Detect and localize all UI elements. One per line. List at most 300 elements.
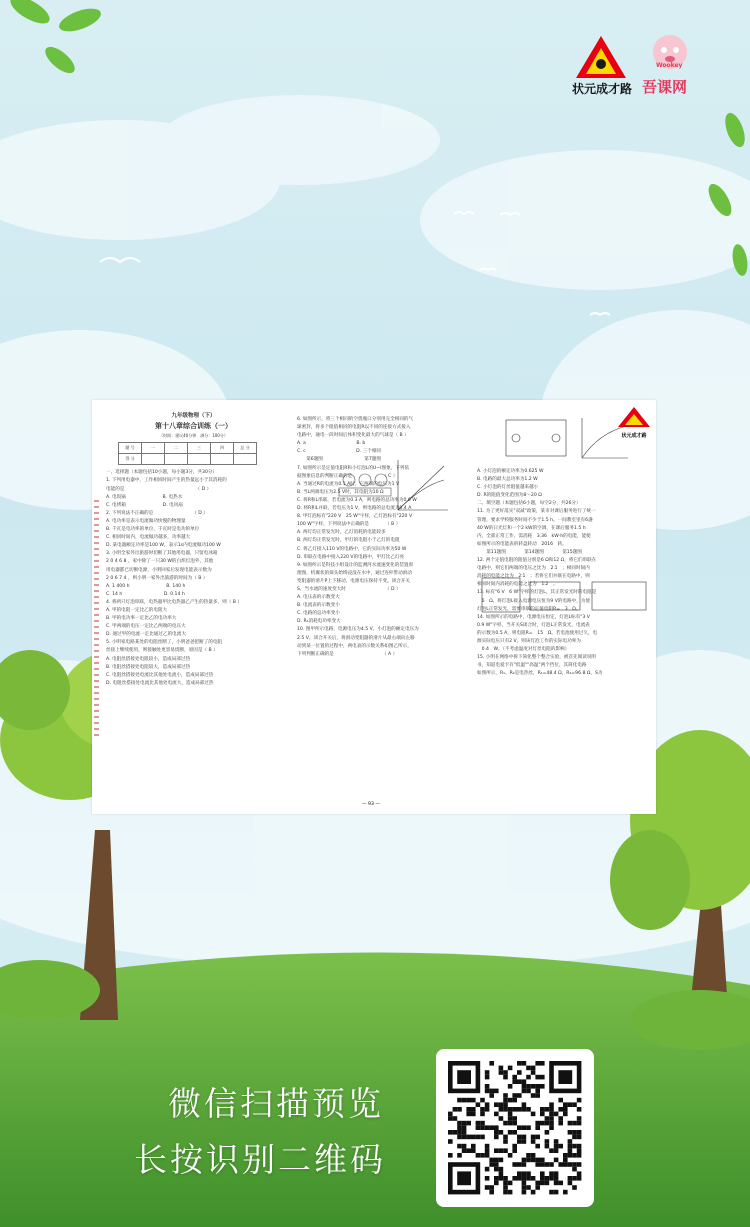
qr-module <box>462 1144 467 1149</box>
question-line: 4. 将两只灯泡串联，电热器甲比电热器乙产生的热量多，则（ B ） <box>106 599 242 605</box>
qr-module <box>545 1130 550 1135</box>
qr-module <box>485 1084 490 1089</box>
question-line: 据图象信息的判断正确的是 （ C ） <box>297 473 398 479</box>
qr-module <box>457 1153 462 1158</box>
qr-module <box>462 1135 467 1140</box>
qr-module <box>568 1148 573 1153</box>
question-line: 12. 两个定值电阻的阻值分别是6 Ω和12 Ω，将它们串联在 <box>477 558 597 564</box>
qr-module <box>545 1139 550 1144</box>
question-line: 2.5 V。闭合开关后，将滑动变阻器的滑片从最右端向左移 <box>297 635 415 641</box>
qr-module <box>517 1061 522 1066</box>
qr-module <box>531 1066 536 1071</box>
qr-module <box>563 1102 568 1107</box>
qr-module <box>471 1148 476 1153</box>
question-line: B. 电路的最大总功率为1.2 W <box>477 477 538 483</box>
qr-module <box>577 1162 582 1167</box>
qr-module <box>499 1107 504 1112</box>
qr-module <box>494 1176 499 1181</box>
qr-module <box>457 1098 462 1103</box>
qr-module <box>499 1176 504 1181</box>
qr-module <box>577 1135 582 1140</box>
score-cell: 三 <box>188 443 211 454</box>
qr-module <box>568 1130 573 1135</box>
question-line: 电路中，通电一段时间后体积变化最大的气球是（ B ） <box>297 433 409 439</box>
qr-module <box>558 1144 563 1149</box>
qr-module <box>480 1121 485 1126</box>
qr-module <box>545 1181 550 1186</box>
qr-module <box>508 1121 513 1126</box>
qr-module <box>522 1089 527 1094</box>
qr-module <box>499 1116 504 1121</box>
qr-module <box>522 1135 527 1140</box>
qr-module <box>540 1075 545 1080</box>
question-line: C. 相同时间内，电流做功越多，功率越大 <box>106 535 191 541</box>
qr-module <box>517 1125 522 1130</box>
qr-module <box>485 1070 490 1075</box>
qr-module <box>512 1176 517 1181</box>
qr-module <box>503 1135 508 1140</box>
question-line: B. 千瓦是电功率的单位，千瓦时是电功的单位 <box>106 527 200 533</box>
qr-module <box>508 1116 513 1121</box>
qr-module <box>476 1121 481 1126</box>
qr-module <box>503 1070 508 1075</box>
qr-module <box>512 1148 517 1153</box>
qr-module <box>503 1102 508 1107</box>
question-line: B. 当L两端电压为2.5 V时，其电阻为10 Ω <box>297 489 384 495</box>
question-line: D. 电阻丝搭接处电流比其他处电流大，造成局部过热 <box>106 680 214 686</box>
qr-finder <box>457 1070 471 1084</box>
qr-module <box>572 1153 577 1158</box>
qr-module <box>526 1066 531 1071</box>
qr-module <box>499 1070 504 1075</box>
qr-module <box>476 1102 481 1107</box>
qr-module <box>535 1121 540 1126</box>
qr-module <box>563 1112 568 1117</box>
qr-code[interactable] <box>436 1049 594 1207</box>
qr-module <box>494 1089 499 1094</box>
qr-module <box>554 1176 559 1181</box>
qr-module <box>549 1176 554 1181</box>
qr-module <box>489 1089 494 1094</box>
question-line: 灯泡L正常发光，需要串联的定值电阻R= 3 Ω。 <box>477 606 581 612</box>
qr-module <box>489 1093 494 1098</box>
qr-module <box>558 1116 563 1121</box>
qr-module <box>462 1130 467 1135</box>
qr-module <box>485 1176 490 1181</box>
qr-module <box>508 1084 513 1089</box>
qr-module <box>503 1190 508 1195</box>
question-line: 下列判断正确的是 （ A ） <box>297 651 398 657</box>
question-line: A. 电功率是表示电流做功快慢的物理量 <box>106 518 186 524</box>
qr-module <box>540 1112 545 1117</box>
qr-module <box>476 1153 481 1158</box>
qr-module <box>503 1185 508 1190</box>
qr-module <box>558 1121 563 1126</box>
question-line: A. 甲的电阻一定比乙的电阻大 <box>106 607 168 613</box>
qr-module <box>485 1153 490 1158</box>
qr-module <box>577 1153 582 1158</box>
qr-module <box>531 1070 536 1075</box>
qr-module <box>540 1121 545 1126</box>
question-line: A. a B. b <box>297 441 366 447</box>
logo2-sub: Wookey <box>656 62 683 69</box>
qr-module <box>540 1061 545 1066</box>
qr-module <box>471 1144 476 1149</box>
qr-module <box>512 1144 517 1149</box>
question-line: D. 串联在电路中接入220 V的电路中，甲灯比乙灯亮 <box>297 554 405 560</box>
qr-module <box>462 1125 467 1130</box>
figure-q7-graph <box>392 456 452 516</box>
qr-module <box>522 1102 527 1107</box>
qr-module <box>535 1084 540 1089</box>
qr-module <box>448 1112 453 1117</box>
qr-module <box>577 1171 582 1176</box>
question-line: 2. 下列说法不正确的是 （ D ） <box>106 510 208 516</box>
qr-module <box>535 1144 540 1149</box>
qr-module <box>494 1158 499 1163</box>
qr-module <box>535 1125 540 1130</box>
qr-module <box>485 1167 490 1172</box>
qr-module <box>512 1116 517 1121</box>
qr-module <box>485 1125 490 1130</box>
question-line: C. 电烤箱 D. 电风扇 <box>106 502 183 508</box>
qr-module <box>568 1144 573 1149</box>
qr-module <box>535 1185 540 1190</box>
question-line: S，当水流的速度变大时 （ D ） <box>297 586 401 592</box>
question-line: 6. 如图所示，将三个相同的空烧瓶口分别用完全相同的气 <box>297 417 414 422</box>
qr-module <box>522 1162 527 1167</box>
qr-module <box>489 1158 494 1163</box>
qr-module <box>535 1162 540 1167</box>
qr-module <box>535 1135 540 1140</box>
score-cell <box>142 454 165 465</box>
question-line: 内，全部正常工作，需消耗 3.36 kW·h的电能，能使 <box>477 533 591 539</box>
qr-module <box>577 1130 582 1135</box>
qr-module <box>563 1190 568 1195</box>
qr-module <box>549 1121 554 1126</box>
qr-module <box>526 1125 531 1130</box>
qr-module <box>517 1139 522 1144</box>
qr-module <box>466 1148 471 1153</box>
qr-module <box>572 1102 577 1107</box>
qr-module <box>540 1162 545 1167</box>
qr-module <box>471 1098 476 1103</box>
question-line: 如图所示的电能表的转盘转动 2016 转。 <box>477 541 567 547</box>
qr-module <box>535 1093 540 1098</box>
qr-module <box>471 1135 476 1140</box>
qr-module <box>457 1135 462 1140</box>
qr-module <box>549 1171 554 1176</box>
qr-module <box>522 1176 527 1181</box>
score-cell: 题 号 <box>119 443 142 454</box>
question-line: 11. 为了更好落实"双减"政策，某市对课后服务进行了统一 <box>477 509 596 515</box>
zhuangyuan-logo <box>570 34 632 94</box>
question-line: C. 小灯泡的灯丝阻值越来越小 <box>477 485 539 491</box>
question-line: C. 电阻丝搭接处电流比其他处电流小，造成局部过热 <box>106 672 214 678</box>
qr-module <box>522 1125 527 1130</box>
qr-module <box>545 1107 550 1112</box>
question-line: C. 将乙灯接入110 V的电路中，它的实际功率为50 W <box>297 546 407 552</box>
qr-module <box>480 1135 485 1140</box>
qr-module <box>476 1125 481 1130</box>
question-line: A. 小灯泡的额定功率为0.625 W <box>477 469 544 474</box>
qr-module <box>466 1135 471 1140</box>
qr-module <box>494 1181 499 1186</box>
qr-module <box>554 1148 559 1153</box>
question-line: 管理，要求学校服务时间不少于1.5 h。一间教室里有6盏 <box>477 517 593 523</box>
qr-module <box>545 1121 550 1126</box>
qr-module <box>563 1162 568 1167</box>
paper-meta: （时间：建议40分钟 满分：100分） <box>159 433 228 439</box>
question-line: 10. 图甲所示电路，电源电压为4.5 V，小灯泡的额定电压为 <box>297 627 419 633</box>
qr-module <box>485 1107 490 1112</box>
qr-module <box>526 1176 531 1181</box>
qr-module <box>466 1112 471 1117</box>
qr-module <box>526 1171 531 1176</box>
qr-module <box>494 1135 499 1140</box>
qr-module <box>577 1148 582 1153</box>
qr-module <box>558 1107 563 1112</box>
qr-module <box>577 1144 582 1149</box>
qr-module <box>572 1121 577 1126</box>
qr-module <box>540 1107 545 1112</box>
qr-module <box>522 1061 527 1066</box>
score-row <box>119 443 257 454</box>
question-line: 动到某一位置的过程中，两电表的示数关系如图乙所示， <box>297 643 412 649</box>
qr-module <box>517 1176 522 1181</box>
qr-module <box>535 1061 540 1066</box>
qr-module <box>554 1171 559 1176</box>
qr-module <box>526 1084 531 1089</box>
qr-module <box>499 1171 504 1176</box>
score-cell: 总 分 <box>234 443 257 454</box>
paper-column-2 <box>297 416 467 659</box>
qr-module <box>503 1139 508 1144</box>
qr-module <box>508 1107 513 1112</box>
qr-module <box>499 1130 504 1135</box>
qr-module <box>572 1185 577 1190</box>
corner-logo-text: 状元成才路 <box>621 433 647 439</box>
qr-module <box>457 1107 462 1112</box>
qr-module <box>549 1107 554 1112</box>
qr-module <box>531 1153 536 1158</box>
qr-module <box>549 1148 554 1153</box>
question-line: 9. 如图所示是科技小组设计的监测河水流速变化的装置原 <box>297 562 414 568</box>
qr-module <box>572 1176 577 1181</box>
qr-module <box>512 1130 517 1135</box>
qr-module <box>453 1130 458 1135</box>
qr-module <box>503 1075 508 1080</box>
qr-module <box>512 1093 517 1098</box>
qr-module <box>480 1107 485 1112</box>
score-cell <box>234 454 257 465</box>
question-line: A. 电饭锅 B. 电热水 <box>106 494 183 500</box>
qr-module <box>508 1066 513 1071</box>
question-line: 7. 如图所示是定值电阻R和小灯泡L的U−I图象，下列依 <box>297 465 410 471</box>
qr-module <box>485 1148 490 1153</box>
question-line: 14. 如图所示的电路中，电源电压恒定，灯泡L标有"3 V <box>477 614 590 620</box>
paper-title: 第十八章综合训练（一） <box>155 422 232 431</box>
qr-module <box>517 1171 522 1176</box>
qr-module <box>572 1162 577 1167</box>
question-line: 电路中，则它们两端的电压之比为 2∶1 ；相同时间内 <box>477 566 590 572</box>
question-line: C. 甲两端的电压一定比乙两端的电压大 <box>106 624 186 630</box>
question-line: A. 当通过R的电流为0.1 A时，它两端的电压为1 V <box>297 481 400 487</box>
qr-module <box>508 1190 513 1195</box>
qr-module <box>480 1112 485 1117</box>
qr-module <box>558 1181 563 1186</box>
qr-module <box>568 1139 573 1144</box>
footer-line-scan: 微信扫描预览 <box>168 1084 384 1123</box>
qr-module <box>572 1130 577 1135</box>
score-cell: 二 <box>165 443 188 454</box>
question-line: 2 0 6 7 4 ，则小明一家外出旅游的时间为（ B ） <box>106 575 208 581</box>
qr-module <box>489 1125 494 1130</box>
qr-module <box>577 1098 582 1103</box>
qr-module <box>508 1153 513 1158</box>
qr-module <box>471 1107 476 1112</box>
score-row <box>119 454 257 465</box>
question-line: 1. 下列用电器中，工作相同时间产生的热量远小于其消耗的 <box>106 478 227 484</box>
qr-module <box>508 1181 513 1186</box>
qr-module <box>526 1075 531 1080</box>
question-line: 消耗的电能之比为 2∶1 ；若将它们并联在电路中，则 <box>477 574 590 580</box>
qr-module <box>462 1098 467 1103</box>
qr-module <box>517 1107 522 1112</box>
qr-module <box>466 1098 471 1103</box>
qr-module <box>494 1112 499 1117</box>
qr-module <box>485 1102 490 1107</box>
question-line: 8. 甲灯泡标有"220 V 25 W"字样，乙灯泡标有"220 V <box>297 514 413 520</box>
qr-module <box>512 1098 517 1103</box>
qr-module <box>535 1181 540 1186</box>
question-line: 第6题图 第7题图 <box>297 457 381 463</box>
qr-module <box>522 1079 527 1084</box>
qr-module <box>522 1139 527 1144</box>
question-line: D. 某电器额定功率是100 W，表示1s内电流做功100 W <box>106 543 221 549</box>
qr-module <box>485 1089 490 1094</box>
qr-module <box>457 1121 462 1126</box>
qr-module <box>485 1144 490 1149</box>
qr-module <box>503 1121 508 1126</box>
question-line: B. 电阻丝搭接处电阻较大，造成局部过热 <box>106 664 191 670</box>
qr-module <box>540 1181 545 1186</box>
question-line: 电能的是 （ D ） <box>106 486 212 492</box>
question-line: 用电器都已切断电源，小明回家后发现电能表示数为 <box>106 567 212 573</box>
question-line: 13. 标有"6 V 6 W"字样的灯泡L，其正常发光时的电阻是 <box>477 590 597 596</box>
qr-module <box>489 1190 494 1195</box>
score-cell: 得 分 <box>119 454 142 465</box>
figure-q11-q15 <box>480 576 650 616</box>
qr-code-image <box>436 1049 594 1207</box>
question-line: 二、填空题（本题包括6小题，每空2分，共26分） <box>477 501 581 507</box>
question-line: D. 将R和L并联，若电压为1 V，则电路的总电流为0.4 A <box>297 506 412 512</box>
wookey-logo <box>640 34 700 94</box>
qr-module <box>568 1102 573 1107</box>
qr-module <box>503 1181 508 1186</box>
question-line: 15. 小明在网络中拆下简化整个整合实验，被首先阅读说明 <box>477 655 597 661</box>
question-line: 的示数为0.5 A，则电阻R= 15 Ω。若电池使用过久，电 <box>477 630 598 636</box>
qr-module <box>558 1098 563 1103</box>
qr-module <box>522 1185 527 1190</box>
qr-module <box>503 1176 508 1181</box>
qr-module <box>577 1176 582 1181</box>
qr-module <box>512 1162 517 1167</box>
question-line: 第11题图 第14题图 第15题图 <box>477 549 582 555</box>
exam-paper-page <box>92 400 656 814</box>
paper-column-1 <box>106 412 281 688</box>
qr-module <box>494 1125 499 1130</box>
score-cell <box>211 454 234 465</box>
qr-module <box>531 1139 536 1144</box>
qr-module <box>554 1190 559 1195</box>
qr-module <box>494 1130 499 1135</box>
score-cell <box>165 454 188 465</box>
qr-module <box>471 1112 476 1117</box>
qr-module <box>448 1116 453 1121</box>
qr-module <box>480 1153 485 1158</box>
qr-module <box>517 1070 522 1075</box>
question-line: D. R的阻值变化范围为8～20 Ω <box>477 493 542 499</box>
qr-module <box>526 1153 531 1158</box>
qr-module <box>549 1116 554 1121</box>
qr-module <box>531 1112 536 1117</box>
question-line: A. 电压表的示数变大 <box>297 595 340 601</box>
qr-module <box>572 1144 577 1149</box>
qr-module <box>526 1158 531 1163</box>
question-line: 0.9 W"字样，当开关S闭合时，灯泡L正常发光，电流表 <box>477 622 590 628</box>
qr-module <box>462 1121 467 1126</box>
qr-module <box>568 1181 573 1186</box>
qr-module <box>485 1185 490 1190</box>
figure-q6 <box>335 458 395 516</box>
question-line: 一、选择题（本题包括10小题，每小题3分，共30分） <box>106 470 218 476</box>
qr-module <box>517 1079 522 1084</box>
qr-finder <box>457 1171 471 1185</box>
qr-module <box>489 1162 494 1167</box>
qr-module <box>554 1181 559 1186</box>
qr-module <box>568 1153 573 1158</box>
qr-module <box>572 1135 577 1140</box>
qr-module <box>545 1116 550 1121</box>
qr-module <box>554 1139 559 1144</box>
qr-module <box>531 1158 536 1163</box>
qr-module <box>503 1107 508 1112</box>
qr-module <box>554 1144 559 1149</box>
qr-module <box>466 1107 471 1112</box>
qr-module <box>489 1185 494 1190</box>
question-line: B. 电流表的示数变小 <box>297 603 340 609</box>
question-line: 书，知道电爱卡有"低温""高温"两个挡位，其简化电路 <box>477 663 587 669</box>
qr-module <box>535 1089 540 1094</box>
qr-module <box>499 1102 504 1107</box>
question-line: 6 Ω。将灯泡L接入电源电压恒为9 V的电路中，为使 <box>477 598 590 604</box>
qr-module <box>568 1162 573 1167</box>
qr-module <box>568 1176 573 1181</box>
qr-module <box>485 1075 490 1080</box>
qr-module <box>462 1148 467 1153</box>
logo1-text: 状元成才路 <box>572 82 633 96</box>
question-line: 球密封，将多个阻值相同的电阻R以不同的连接方式接入 <box>297 425 411 431</box>
question-line: 变阻器的滑片P上下移动，电源电压保持不变。闭合开关 <box>297 578 411 584</box>
qr-module <box>568 1121 573 1126</box>
paper-subject: 九年级物理（下） <box>171 413 216 419</box>
qr-module <box>517 1162 522 1167</box>
page-number: — 93 — <box>362 802 380 807</box>
qr-module <box>508 1130 513 1135</box>
qr-module <box>457 1144 462 1149</box>
qr-module <box>540 1084 545 1089</box>
